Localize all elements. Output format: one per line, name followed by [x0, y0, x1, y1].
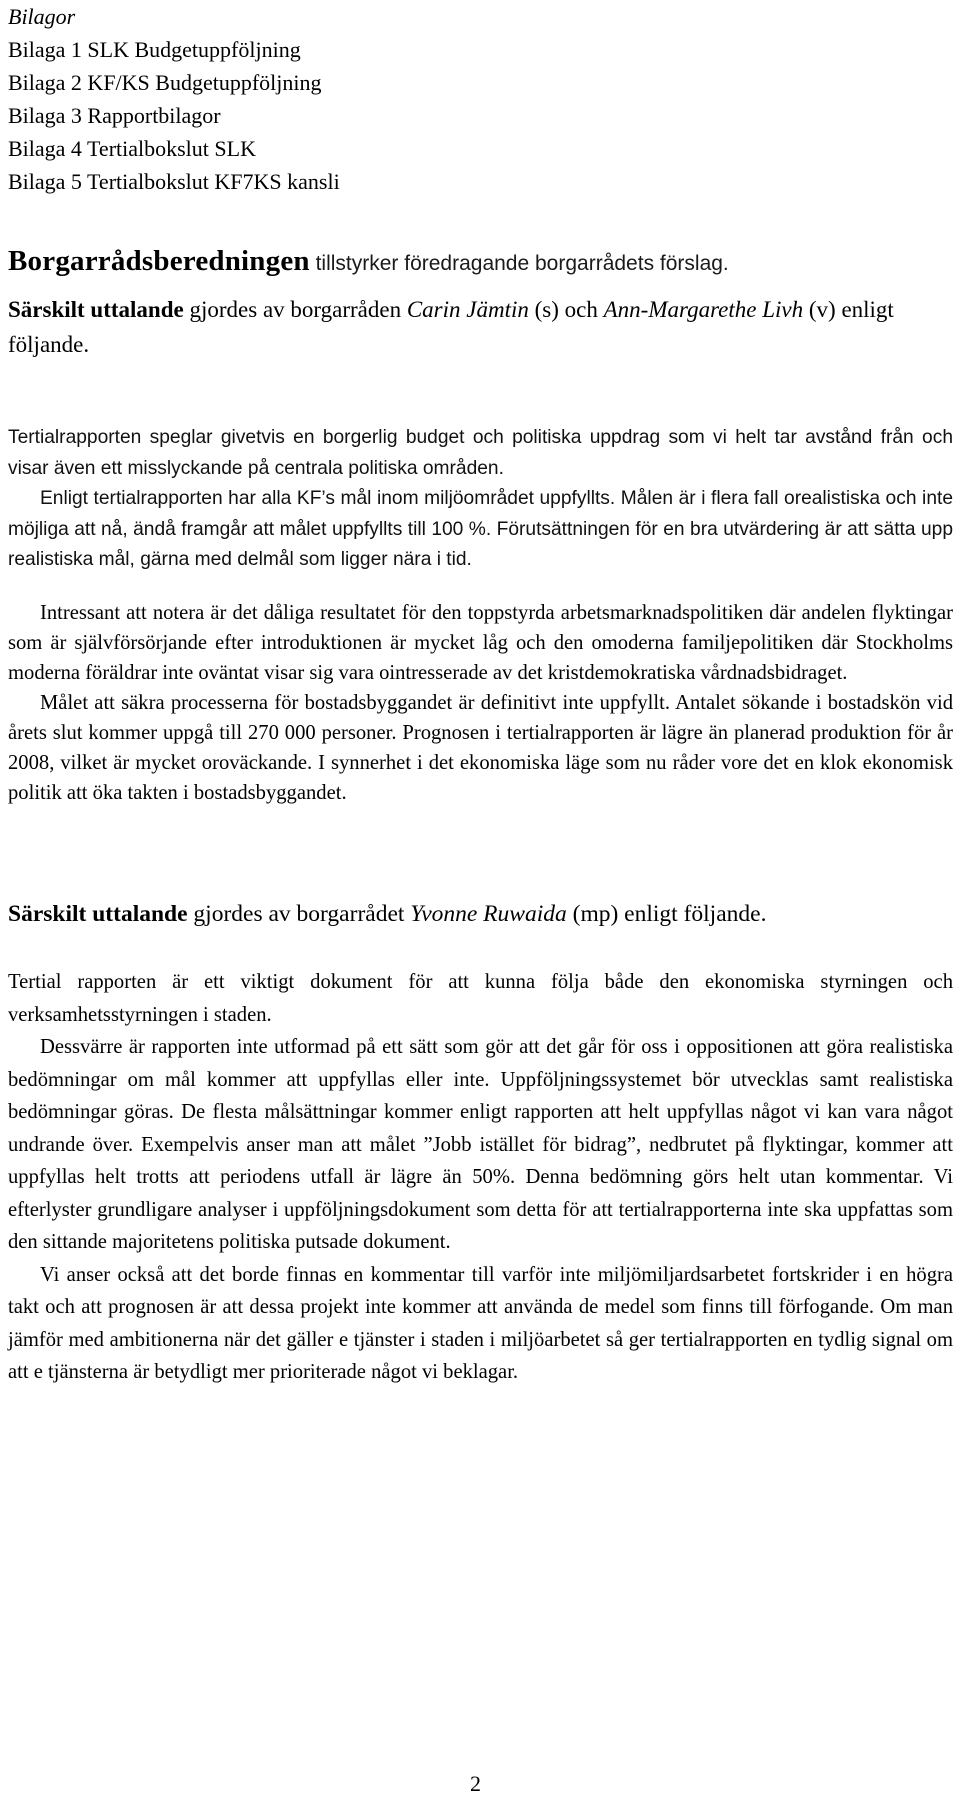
bilagor-heading: Bilagor: [8, 4, 76, 29]
reservation1-name2: Ann-Margarethe Livh: [603, 297, 804, 322]
reservation2-paragraph: Tertial rapporten är ett viktigt dokument för att kunna följa både den ekonomiska styrningen och verksamhetsstyrningen i staden.: [8, 971, 953, 1026]
beredning-statement: [8, 242, 948, 285]
reservation1-lead: Särskilt uttalande: [8, 297, 184, 322]
reservation2-pre: gjordes av borgarrådet: [187, 901, 411, 927]
bilagor-list: [8, 33, 908, 198]
reservation1-name1: Carin Jämtin: [406, 297, 529, 322]
reservation1-paragraph: Tertialrapporten speglar givetvis en borgerlig budget och politiska uppdrag som vi helt tar avstånd från och visar även ett misslyckande på centrala politiska områden.: [8, 427, 953, 479]
reservation2-paragraph: Vi anser också att det borde finnas en kommentar till varför inte miljömiljardsarbetet fortskrider i en högra takt och att prognosen är att dessa projekt inte kommer att använda de medel som finns till förfogande. Om man jämför med ambitionerna när det gäller e tjänster i staden i miljöarbetet så ger tertialrapporten en tydlig signal om att e tjänsterna är betydligt mer prioriterade något vi beklagar.: [8, 1263, 953, 1383]
beredning-lead: Borgarrådsberedningen: [8, 245, 310, 277]
bilaga-item: Bilaga 1 SLK Budgetuppföljning: [8, 37, 301, 62]
bilagor-section: [8, 0, 908, 198]
reservation2-name: Yvonne Ruwaida: [410, 901, 567, 927]
reservation1-post: (v) enligt följande.: [8, 297, 894, 357]
reservation1-header: [8, 292, 953, 362]
reservation1-paragraph: Intressant att notera är det dåliga resultatet för den toppstyrda arbetsmarknadspolitiken där andelen flyktingar som är självförsörjande efter introduktionen är mycket låg och den omoderna familjepolitiken där Stockholms moderna föräldrar inte oväntat visar sig vara ointresserade av det kristdemokratiska vårdnadsbidraget.: [8, 602, 953, 684]
bilaga-item: Bilaga 2 KF/KS Budgetuppföljning: [8, 70, 322, 95]
page-number: 2: [470, 1771, 481, 1796]
reservation1-paragraph: Målet att säkra processerna för bostadsbyggandet är definitivt inte uppfyllt. Antalet sökande i bostadskön vid årets slut kommer uppgå till 270 000 personer. Prognosen i tertialrapporten är lägre än planerad produktion för år 2008, vilket är mycket oroväckande. I synnerhet i det ekonomiska läge som nu råder vore det en klok ekonomisk politik att öka takten i bostadsbyggandet.: [8, 692, 953, 804]
bilaga-item: Bilaga 5 Tertialbokslut KF7KS kansli: [8, 169, 340, 194]
reservation1-pre: gjordes av borgarråden: [183, 297, 407, 322]
reservation2-paragraph: Dessvärre är rapporten inte utformad på ett sätt som gör att det går för oss i oppositionen att göra realistiska bedömningar om mål kommer att uppfyllas eller inte. Uppföljningssystemet bör utvecklas samt realistiska bedömningar göras. De flesta målsättningar kommer enligt rapporten att helt uppfyllas något vi kan vara något undrande över. Exempelvis anser man att målet ”Jobb istället för bidrag”, nedbrutet på flyktingar, kommer att uppfyllas helt trotts att periodens utfall är lägre än 50%. Denna bedömning görs helt utan kommentar. Vi efterlyster grundligare analyser i uppföljningsdokument som detta för att tertialrapporterna inte ska uppfattas som den sittande majoritetens politiska putsade dokument.: [8, 1036, 953, 1253]
reservation1-body-sans: [8, 423, 953, 576]
reservation1-paragraph: Enligt tertialrapporten har alla KF’s mål inom miljöområdet uppfyllts. Målen är i flera fall orealistiska och inte möjliga att nå, ändå framgår att målet uppfyllts till 100 %. Förutsättningen för en bra utvärdering är att sätta upp realistiska mål, gärna med delmål som ligger nära i tid.: [8, 488, 953, 570]
bilaga-item: Bilaga 4 Tertialbokslut SLK: [8, 136, 256, 161]
reservation2-header: [8, 897, 953, 931]
bilaga-item: Bilaga 3 Rapportbilagor: [8, 103, 221, 128]
beredning-rest: tillstyrker föredragande borgarrådets förslag.: [309, 252, 729, 275]
reservation2-post: (mp) enligt följande.: [566, 901, 767, 927]
reservation2-body: [8, 966, 953, 1389]
reservation1-mid: (s) och: [528, 297, 604, 322]
reservation2-lead: Särskilt uttalande: [8, 901, 188, 927]
reservation1-body-serif: [8, 598, 953, 808]
